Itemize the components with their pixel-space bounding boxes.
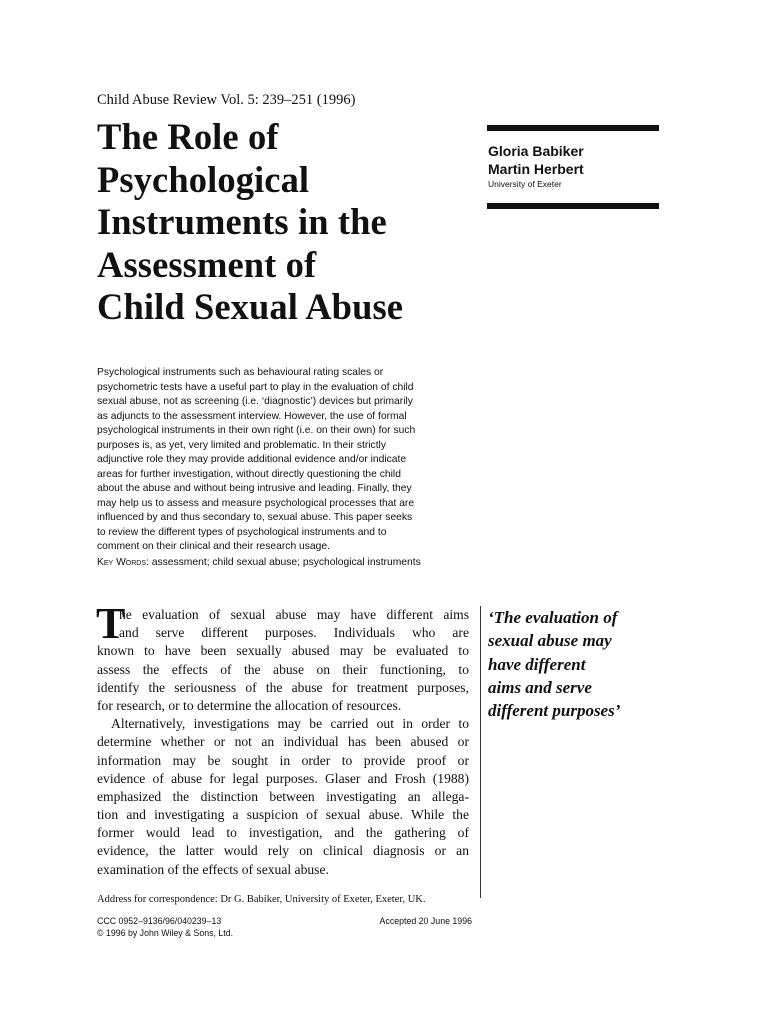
body-line: Alternatively, investigations may be carried out in order to <box>111 716 469 732</box>
drop-cap: T <box>96 599 126 648</box>
keywords-list: assessment; child sexual abuse; psychological instruments <box>151 557 421 568</box>
abstract-line: areas for further investigation, without directly questioning the child <box>97 468 401 480</box>
body-line: emphasized the distinction between investigating an allega- <box>97 788 469 804</box>
title-line: The Role of <box>97 116 279 157</box>
abstract-line: comment on their clinical and their research usage. <box>97 541 330 552</box>
author-bottom-rule <box>487 203 659 209</box>
pull-quote-line: have different <box>488 654 586 674</box>
abstract-line: purposes is, as yet, very limited and problematic. In their strictly <box>97 439 386 451</box>
body-line: former would lead to investigation, and the gathering of <box>97 825 469 841</box>
author-name: Gloria Babiker <box>488 143 584 159</box>
publication-footer <box>97 916 472 939</box>
column-divider <box>480 606 481 898</box>
body-line: tion and investigating a suspicion of sexual abuse. While the <box>97 807 469 823</box>
pull-quote-line: sexual abuse may <box>488 631 612 651</box>
keywords-label: Key Words: <box>97 557 149 568</box>
abstract-line: psychological instruments in their own right (i.e. on their own) for such <box>97 425 416 436</box>
abstract-line: sexual abuse, not as screening (i.e. ‘diagnostic’) devices but primarily <box>97 396 413 407</box>
copyright: © 1996 by John Wiley & Sons, Ltd. <box>97 927 234 938</box>
title-line: Assessment of <box>97 243 317 285</box>
abstract-line: may help us to assess and measure psychological processes that are <box>97 497 415 509</box>
body-line: evidence, the latter would rely on clinical diagnosis or an <box>97 843 469 859</box>
abstract <box>97 366 473 555</box>
pull-quote <box>488 606 668 722</box>
keywords <box>97 557 421 568</box>
body-line: for research, or to determine the allocation of resources. <box>97 697 402 713</box>
abstract-line: to review the different types of psychological instruments and to <box>97 526 387 538</box>
author-name: Martin Herbert <box>488 161 584 177</box>
pull-quote-line: different purposes’ <box>488 701 621 721</box>
article-title <box>97 116 477 329</box>
author-block <box>488 142 584 189</box>
pull-quote-line: aims and serve <box>488 677 592 697</box>
correspondence-address: Address for correspondence: Dr G. Babiker, University of Exeter, Exeter, UK. <box>97 894 426 905</box>
abstract-line: Psychological instruments such as behavioural rating scales or <box>97 367 384 378</box>
abstract-line: about the abuse and without being intrusive and leading. Finally, they <box>97 483 412 494</box>
body-line: identify the seriousness of the abuse for treatment purposes, <box>97 679 469 695</box>
body-text <box>96 599 469 879</box>
body-line: examination of the effects of sexual abuse. <box>97 861 329 877</box>
body-line: information may be sought in order to provide proof or <box>97 752 469 768</box>
accepted-date: Accepted 20 June 1996 <box>379 916 472 926</box>
body-line: determine whether or not an individual has been abused or <box>97 734 469 750</box>
body-line: and serve different purposes. Individuals who are <box>119 625 469 641</box>
body-line: assess the effects of the abuse on their functioning, to <box>97 661 469 677</box>
body-line: known to have been sexually abused may be evaluated to <box>97 643 469 659</box>
journal-citation: Child Abuse Review Vol. 5: 239–251 (1996) <box>97 92 356 108</box>
abstract-line: psychometric tests have a useful part to play in the evaluation of child <box>97 381 414 393</box>
title-line: Instruments in the <box>97 201 387 242</box>
pull-quote-line: ‘The evaluation of <box>488 608 618 627</box>
abstract-line: adjunctive role they may provide additional evidence and/or indicate <box>97 454 407 465</box>
author-affiliation: University of Exeter <box>488 179 562 189</box>
body-line: he evaluation of sexual abuse may have different aims <box>119 607 469 622</box>
ccc-code: CCC 0952–9136/96/040239–13 <box>97 916 222 926</box>
body-line: evidence of abuse for legal purposes. Glaser and Frosh (1988) <box>97 770 469 786</box>
abstract-line: influenced by and thus secondary to, sexual abuse. This paper seeks <box>97 512 413 523</box>
author-top-rule <box>487 125 659 131</box>
title-line: Psychological <box>97 158 310 200</box>
abstract-line: as adjuncts to the assessment interview. However, the use of formal <box>97 410 407 422</box>
title-line: Child Sexual Abuse <box>97 286 404 327</box>
